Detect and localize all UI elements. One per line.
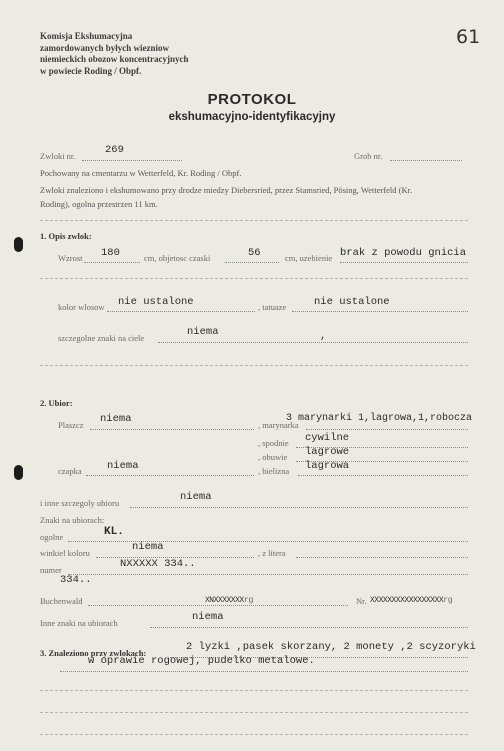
- section3-value-line-1: 2 lyzki ,pasek skorzany, 2 monety ,2 scyzoryki: [186, 641, 476, 653]
- czaski-dotline: [225, 262, 279, 263]
- buchenwald-struck: XNXXXXXXXrg: [205, 595, 253, 605]
- punch-hole: [14, 237, 23, 252]
- separator: [40, 712, 468, 713]
- nr-struck: XXXXXXXXXXXXXXXXXrg: [370, 595, 453, 605]
- found-text-line-2: Roding), ogolna przestrzen 11 km.: [40, 199, 158, 209]
- czaski-value: 56: [248, 247, 261, 259]
- inne-szczegoly-dotline: [130, 507, 468, 508]
- separator: [40, 690, 468, 691]
- section3-heading: 3. Znaleziono przy zwlokach:: [40, 648, 147, 658]
- ogolne-dotline: [68, 541, 468, 542]
- czaski-label: cm, objetosc czaski: [144, 253, 211, 263]
- separator: [40, 220, 468, 221]
- ogolne-label: ogolne: [40, 532, 64, 542]
- kolor-value: nie ustalone: [118, 296, 194, 308]
- bielizna-dotline: [298, 475, 468, 476]
- bielizna-label: , bielizna: [258, 466, 290, 476]
- section3-dotline-2: [60, 671, 468, 672]
- zwloki-value: 269: [105, 144, 124, 156]
- kolor-label: kolor wlosow: [58, 302, 105, 312]
- marynarka-dotline: [306, 429, 468, 430]
- separator: [40, 278, 468, 279]
- inne-znaki-label: Inne znaki na ubiorach: [40, 618, 118, 628]
- czapka-label: czapka: [58, 466, 82, 476]
- tatuaze-dotline: [292, 311, 468, 312]
- tatuaze-value: nie ustalone: [314, 296, 390, 308]
- ogolne-value: KL.: [104, 526, 124, 538]
- document-subtitle: ekshumacyjno-identyfikacyjny: [168, 111, 336, 123]
- winkiel-label: winkiel koloru: [40, 548, 90, 558]
- inne-znaki-value: niema: [192, 611, 224, 623]
- znaki-dotline: [158, 342, 468, 343]
- winkiel-value: niema: [132, 541, 164, 553]
- inne-szczegoly-label: i inne szczegoly ubioru: [40, 498, 120, 508]
- found-text-line-1: Zwloki znaleziono i ekshumowano przy drodze miedzy Diebersried, przez Stamsried, Pösing, Wetterfeld (Kr.: [40, 185, 413, 195]
- czapka-value: niema: [107, 460, 139, 472]
- inne-znaki-dotline: [150, 627, 468, 628]
- numer-label: numer: [40, 565, 62, 575]
- section2-heading: 2. Ubior:: [40, 398, 73, 408]
- spodnie-value: cywilne: [305, 432, 350, 444]
- zwloki-label: Zwloki nr.: [40, 151, 76, 161]
- uzebienie-value: brak z powodu gnicia: [340, 247, 467, 259]
- document-title: PROTOKOL: [207, 91, 297, 108]
- plaszcz-dotline: [90, 429, 254, 430]
- inne-szczegoly-value: niema: [180, 491, 212, 503]
- nr-label: Nr.: [356, 596, 367, 606]
- numer-dotline: [68, 574, 468, 575]
- marynarka-label: , marynarka: [258, 420, 299, 430]
- buchenwald-dotline: [88, 605, 348, 606]
- section1-heading: 1. Opis zwlok:: [40, 231, 92, 241]
- z-litera-dotline: [296, 557, 468, 558]
- header-line: w powiecie Roding / Obpf.: [40, 65, 142, 76]
- kolor-dotline: [107, 311, 255, 312]
- wzrost-value: 180: [101, 247, 120, 259]
- zwloki-dotline: [82, 160, 182, 161]
- marynarka-value: 3 marynarki 1,lagrowa,1,robocza: [286, 413, 473, 424]
- header-line: zamordowanych byłych wiezniow: [40, 42, 169, 53]
- bielizna-value: lagrowa: [305, 460, 350, 472]
- z-litera-label: , z litera: [258, 548, 286, 558]
- wzrost-dotline: [84, 262, 140, 263]
- numer-value: NXXXXX 334..: [120, 558, 196, 570]
- tatuaze-label: , tatuaze: [258, 302, 287, 312]
- czapka-dotline: [86, 475, 254, 476]
- plaszcz-label: Plaszcz: [58, 420, 84, 430]
- znaki-mark: ,: [320, 330, 327, 342]
- grob-dotline: [390, 160, 462, 161]
- plaszcz-value: niema: [100, 413, 132, 425]
- numer-continuation: 334..: [60, 574, 92, 586]
- header-line: niemieckich obozow koncentracyjnych: [40, 54, 189, 64]
- obuwie-label: , obuwie: [258, 452, 288, 462]
- obuwie-value: lagrowe: [305, 446, 350, 458]
- page-number: 61: [456, 26, 481, 48]
- burial-text: Pochowany na cmentarzu w Wetterfeld, Kr. Roding / Obpf.: [40, 168, 242, 178]
- uzebienie-label: cm, uzebienie: [285, 253, 333, 263]
- znaki-value: niema: [187, 326, 219, 338]
- spodnie-label: , spodnie: [258, 438, 289, 448]
- uzebienie-dotline: [340, 262, 468, 263]
- separator: [40, 365, 468, 366]
- znaki-label: szczegolne znaki na ciele: [58, 333, 145, 343]
- separator: [40, 734, 468, 735]
- section3-value-line-2: w oprawie rogowej, pudelko metalowe.: [88, 655, 315, 667]
- grob-label: Grob nr.: [354, 151, 383, 161]
- punch-hole: [14, 465, 23, 480]
- buchenwald-label: Buchenwald: [40, 596, 83, 606]
- header-line: Komisja Ekshumacyjna: [40, 31, 133, 41]
- znaki-ubiorach-label: Znaki na ubiorach:: [40, 515, 105, 525]
- wzrost-label: Wzrost: [58, 253, 83, 263]
- institution-header: [40, 31, 189, 77]
